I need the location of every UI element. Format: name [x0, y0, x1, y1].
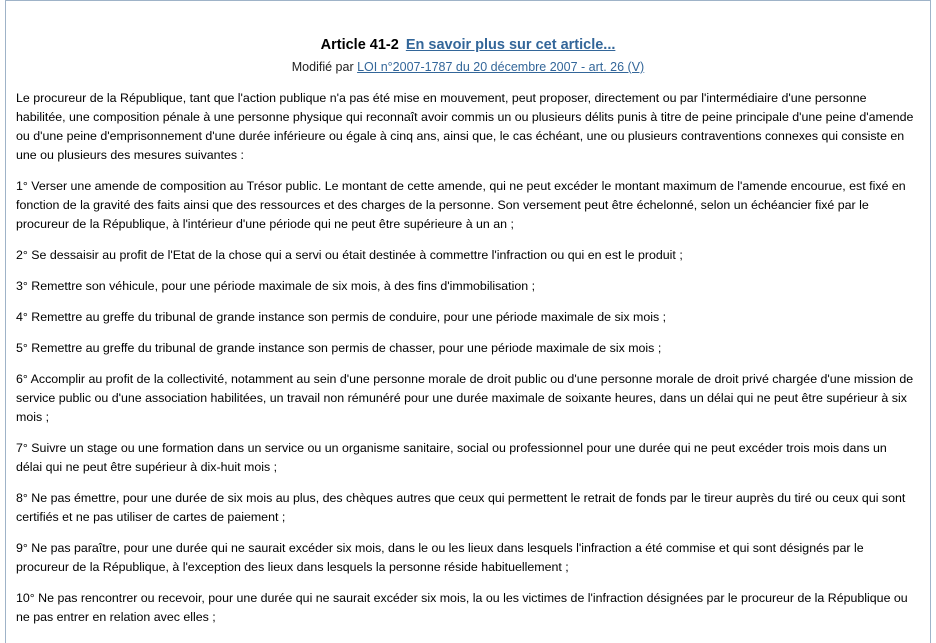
article-body — [16, 89, 916, 639]
article-paragraph-intro: Le procureur de la République, tant que l'action publique n'a pas été mise en mouvement, peut proposer, directement ou par l'intermédiaire d'une personne habilitée, une composition pénale à une personne physique qui reconnaît avoir commis un ou plusieurs délits punis à titre de peine principale d'une peine d'amende ou d'une peine d'emprisonnement d'une durée inférieure ou égale à cinq ans, ainsi que, le cas échéant, une ou plusieurs contraventions connexes qui consiste en une ou plusieurs des mesures suivantes : — [16, 91, 914, 162]
modifying-law-link[interactable]: LOI n°2007-1787 du 20 décembre 2007 - art. 26 (V) — [357, 60, 645, 74]
article-paragraph-5: 5° Remettre au greffe du tribunal de grande instance son permis de chasser, pour une période maximale de six mois ; — [16, 341, 662, 355]
article-paragraph-1: 1° Verser une amende de composition au Trésor public. Le montant de cette amende, qui ne peut excéder le montant maximum de l'amende encourue, est fixé en fonction de la gravité des faits ainsi que des ressources et des charges de la personne. Son versement peut être échelonné, selon un échéancier fixé par le procureur de la République, à l'intérieur d'une période qui ne peut être supérieure à un an ; — [16, 179, 906, 231]
more-info-link[interactable]: En savoir plus sur cet article... — [405, 37, 616, 53]
article-paragraph-8: 8° Ne pas émettre, pour une durée de six mois au plus, des chèques autres que ceux qui permettent le retrait de fonds par le tireur auprès du tiré ou ceux qui sont certifiés et ne pas utiliser de cartes de paiement ; — [16, 491, 906, 524]
article-header — [6, 35, 930, 77]
article-paragraph-6: 6° Accomplir au profit de la collectivité, notamment au sein d'une personne morale de droit public ou d'une personne morale de droit privé chargée d'une mission de service public ou d'une association habilitées, un travail non rémunéré pour une durée maximale de soixante heures, dans un délai qui ne peut être supérieur à six mois ; — [16, 372, 914, 424]
article-paragraph-7: 7° Suivre un stage ou une formation dans un service ou un organisme sanitaire, social ou professionnel pour une durée qui ne peut excéder trois mois dans un délai qui ne peut être supérieur à dix-huit mois ; — [16, 441, 887, 474]
article-title-line — [6, 35, 930, 55]
modification-line — [6, 57, 930, 77]
modified-prefix: Modifié par — [291, 60, 354, 74]
article-paragraph-3: 3° Remettre son véhicule, pour une période maximale de six mois, à des fins d'immobilisation ; — [16, 279, 536, 293]
article-label: Article 41-2 — [320, 37, 399, 53]
article-paragraph-4: 4° Remettre au greffe du tribunal de grande instance son permis de conduire, pour une période maximale de six mois ; — [16, 310, 667, 324]
article-frame — [5, 0, 931, 643]
article-paragraph-9: 9° Ne pas paraître, pour une durée qui ne saurait excéder six mois, dans le ou les lieux dans lesquels l'infraction a été commise et qui sont désignés par le procureur de la République, à l'exception des lieux dans lesquels la personne réside habituellement ; — [16, 541, 864, 574]
article-paragraph-10: 10° Ne pas rencontrer ou recevoir, pour une durée qui ne saurait excéder six mois, la ou les victimes de l'infraction désignées par le procureur de la République ou ne pas entrer en relation avec elles ; — [16, 591, 908, 624]
article-paragraph-2: 2° Se dessaisir au profit de l'Etat de la chose qui a servi ou était destinée à commettre l'infraction ou qui en est le produit ; — [16, 248, 683, 262]
